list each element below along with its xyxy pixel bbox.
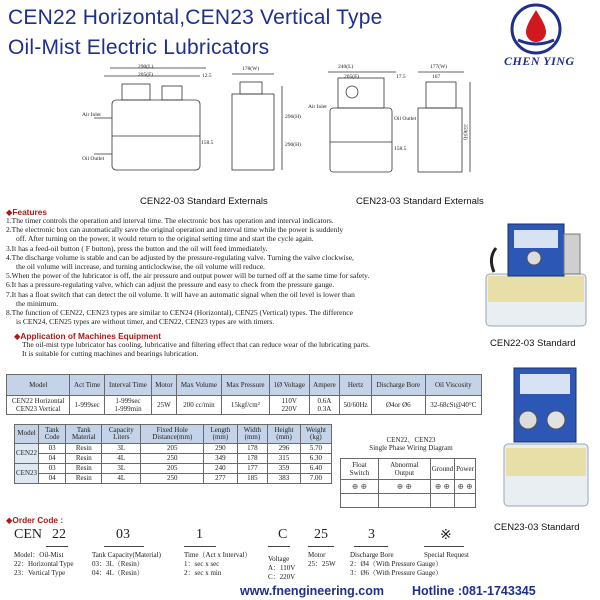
spec-header-cell: Max Pressure [222, 375, 270, 396]
order-group-label: Model：Oil-Mist [14, 551, 64, 559]
code-underline [104, 546, 144, 547]
wiring-header-cell: Float Switch [341, 459, 379, 480]
spec-cell: 32-68cSt@40°C [425, 396, 481, 415]
tank-cell: 3L [102, 444, 141, 454]
tank-cell: 383 [268, 474, 301, 484]
tank-model-cell: CEN22 [15, 444, 39, 464]
terminal-cell [341, 494, 379, 508]
code-voltage: C [278, 527, 288, 542]
tank-cell: 04 [39, 454, 66, 464]
tank-cell: 349 [204, 454, 237, 464]
code-time: 1 [196, 527, 203, 542]
order-option: 2：sec x min [184, 569, 222, 577]
spec-cell: 50/60Hz [340, 396, 372, 415]
caption-cen23-photo: CEN23-03 Standard [494, 522, 580, 533]
feature-line: is CEN24, CEN25 types are without timer, and CEN22, CEN23 types are with timers. [16, 317, 275, 327]
code-underline [268, 546, 290, 547]
tank-header-cell: Tank Code [39, 425, 66, 444]
spec-cell: 15kgf/cm² [222, 396, 270, 415]
order-group-model [14, 551, 73, 578]
tank-cell: 6.40 [300, 464, 331, 474]
code-special: ※ [440, 528, 452, 543]
cen23-drawing [308, 64, 478, 194]
tank-cell: 03 [39, 444, 66, 454]
order-group-time [184, 551, 251, 578]
spec-header-cell: Model [7, 375, 70, 396]
order-option: 2：Ø4（With Pressure Gauge） [350, 560, 443, 568]
order-option: 1：sec x sec [184, 560, 220, 568]
feature-line: 7.It has a float switch that can detect the oil volume. It will have an automatic signal when the oil level is lower than [6, 289, 355, 299]
feature-line: the oil volume will increase, and turning anticlockwise, the oil volume will reduce. [16, 262, 265, 272]
application-text [22, 340, 482, 358]
spec-header-cell: Hertz [340, 375, 372, 396]
tank-cell: 277 [204, 474, 237, 484]
spec-cell: 1-999sec [70, 396, 104, 415]
wiring-header-cell: Abnormal Output [378, 459, 430, 480]
table-row [15, 454, 332, 464]
tank-model-cell: CEN23 [15, 464, 39, 484]
tank-cell: 3L [102, 464, 141, 474]
tank-cell: 6.30 [300, 454, 331, 464]
tank-header-cell: Length (mm) [204, 425, 237, 444]
spec-cell: 1-999sec 1-999min [104, 396, 151, 415]
tank-cell: 4L [102, 474, 141, 484]
features-list [6, 216, 476, 326]
tank-cell: 178 [237, 454, 268, 464]
dim-height: 359(H) [462, 124, 468, 140]
tank-cell: 359 [268, 464, 301, 474]
code-underline [424, 546, 464, 547]
tank-header-cell: Height (mm) [268, 425, 301, 444]
feature-line: 4.The discharge volume is stable and can be adjusted by the pressure-regulating valve. Turning the valve clockwise, [6, 252, 354, 262]
tank-cell: Resin [66, 454, 102, 464]
terminal-cell [378, 494, 430, 508]
order-option: 03：3L（Resin） [92, 560, 144, 568]
tank-header-cell: Tank Material [66, 425, 102, 444]
order-group-label: Discharge Bore [350, 551, 394, 559]
tank-cell: 7.00 [300, 474, 331, 484]
order-group-label: Voltage [268, 555, 290, 563]
terminal-icon: ⊕ [466, 481, 473, 491]
tank-cell: 03 [39, 464, 66, 474]
tank-cell: 205 [141, 444, 204, 454]
code-underline [308, 546, 334, 547]
feature-line: off. After turning on the power, it would return to the original setting time and start the cycle again. [16, 234, 314, 244]
order-code-heading: ◆Order Code : [6, 515, 64, 525]
terminal-cell [341, 480, 379, 494]
chen-ying-logo [506, 2, 566, 58]
spec-cell: 110V 220V [269, 396, 309, 415]
table-row [15, 444, 332, 454]
spec-cell: Ø4or Ø6 [372, 396, 425, 415]
tank-header-cell: Weight (kg) [300, 425, 331, 444]
spec-header-cell: Interval Time [104, 375, 151, 396]
tank-cell: 296 [268, 444, 301, 454]
terminal-icon: ⊕ [457, 481, 465, 491]
spec-header-cell: 1Ø Voltage [269, 375, 309, 396]
terminal-icon: ⊕ [405, 481, 413, 491]
dim-fixed: 205(F) [138, 72, 153, 78]
tank-header-cell: Width (mm) [237, 425, 268, 444]
cen22-drawing [82, 64, 300, 194]
order-option: 23：Vertical Type [14, 569, 66, 577]
tank-cell: 178 [237, 444, 268, 454]
order-option: 3：Ø6（With Pressure Gauge） [350, 569, 443, 577]
page-title-line1: CEN22 Horizontal,CEN23 Vertical Type [8, 6, 383, 29]
wiring-title1: CEN22、CEN23 [386, 436, 436, 444]
tank-header-cell: Capacity Liters [102, 425, 141, 444]
code-underline [354, 546, 388, 547]
feature-line: 8.The function of CEN22, CEN23 types are similar to CEN24 (Horizontal), CEN25 (Vertical) types. The difference [6, 308, 353, 318]
terminal-cell [430, 480, 454, 494]
dim-height: 296(H) [285, 114, 301, 120]
caption-cen22-externals: CEN22-03 Standard Externals [140, 196, 268, 207]
tank-cell: Resin [66, 444, 102, 454]
order-group-tank [92, 551, 161, 578]
feature-line: 5.When the power of the lubricator is off, the air pressure and output power will be turned off at the same time for safety. [6, 271, 370, 281]
code-underline [184, 546, 216, 547]
spec-cell: 25W [152, 396, 177, 415]
spec-cell: 200 cc/min [176, 396, 221, 415]
spec-header-cell: Discharge Bore [372, 375, 425, 396]
feature-line: the minimum. [16, 298, 59, 308]
label-air-inlet: Air Inlet [82, 112, 101, 118]
label-oil-outlet: Oil Outlet [394, 116, 417, 122]
order-option: C：220V [268, 573, 296, 581]
order-group-special [424, 551, 469, 560]
tank-cell: 250 [141, 474, 204, 484]
code-tank: 03 [116, 527, 130, 542]
cen23-photo [498, 360, 594, 514]
terminal-cell [455, 480, 476, 494]
logo-text: CHEN YING [504, 54, 575, 68]
dim-offset: 12.5 [202, 73, 212, 79]
footer-website[interactable]: www.fnengineering.com [240, 584, 384, 598]
wiring-table [340, 458, 476, 508]
wiring-header-cell: Power [455, 459, 476, 480]
order-group-label: Motor [308, 551, 326, 559]
caption-cen22-photo: CEN22-03 Standard [490, 338, 576, 349]
feature-line: 6.It has a pressure-regulating valve, which can adjust the pressure and easy to check from the pressure gauge. [6, 280, 335, 290]
code-bore: 3 [368, 527, 375, 542]
application-line: The oil-mist type lubricator has cooling, lubricative and filtering effect that can reduce wear of the lubricating parts. [22, 340, 370, 349]
spec-header-cell: Act Time [70, 375, 104, 396]
order-group-motor [308, 551, 336, 569]
tank-cell: 177 [237, 464, 268, 474]
spec-cell: 0.6A 0.3A [309, 396, 339, 415]
code-model: CEN [14, 527, 42, 542]
spec-cell: CEN22 Horizontal CEN23 Vertical [7, 396, 70, 415]
wiring-title2: Single Phase Wiring Diagram [369, 444, 453, 452]
application-heading: ◆Application of Machines Equipment [14, 331, 161, 341]
order-group-label: Special Request [424, 551, 469, 559]
order-option: 22：Horizontal Type [14, 560, 74, 568]
table-row [15, 474, 332, 484]
dim-height-alt: 290(H) [285, 142, 301, 148]
tank-cell: 5.70 [300, 444, 331, 454]
tank-cell: Resin [66, 464, 102, 474]
dim-length: 290(L) [138, 64, 154, 70]
application-line: It is suitable for cutting machines and bearings lubrication. [22, 349, 199, 359]
caption-cen23-externals: CEN23-03 Standard Externals [356, 196, 484, 207]
label-oil-outlet: Oil Outlet [82, 156, 105, 162]
code-type: 22 [52, 527, 66, 542]
terminal-icon: ⊕ [396, 481, 404, 491]
dim-167: 167 [432, 74, 441, 80]
wiring-header-cell: Ground [430, 459, 454, 480]
terminal-icon: ⊕ [443, 481, 451, 491]
terminal-cell [378, 480, 430, 494]
dim-mount: 158.5 [201, 140, 214, 146]
order-group-voltage [268, 555, 295, 582]
table-row [15, 464, 332, 474]
footer-hotline: Hotline :081-1743345 [412, 584, 536, 598]
spec-header-cell: Oil Viscosity [425, 375, 481, 396]
dim-offset: 17.5 [396, 74, 406, 80]
tank-cell: 250 [141, 454, 204, 464]
feature-line: 2.The electronic box can automatically save the original operation and interval time while the power is suddenly [6, 225, 344, 235]
tank-header-cell: Fixed Hole Distance(mm) [141, 425, 204, 444]
spec-header-cell: Ampere [309, 375, 339, 396]
code-underline [46, 546, 68, 547]
dim-width: 177(W) [430, 64, 448, 70]
feature-line: 1.The timer controls the operation and interval time. The electronic box has operation and interval indicators. [6, 216, 334, 225]
features-heading: ◆Features [6, 207, 47, 217]
order-option: A：110V [268, 564, 296, 572]
order-group-label: Time（Act x Interval） [184, 551, 252, 559]
tank-cell: 240 [204, 464, 237, 474]
tank-cell: Resin [66, 474, 102, 484]
terminal-icon: ⊕ [351, 481, 359, 491]
tank-cell: 315 [268, 454, 301, 464]
dim-length: 240(L) [338, 64, 354, 70]
logo-emblem-icon [506, 2, 566, 58]
terminal-icon: ⊕ [434, 481, 442, 491]
cen22-photo [482, 214, 594, 334]
tank-header-cell: Model [15, 425, 39, 444]
dim-mount: 158.5 [394, 146, 407, 152]
terminal-cell [430, 494, 454, 508]
tank-cell: 04 [39, 474, 66, 484]
tank-cell: 4L [102, 454, 141, 464]
tank-cell: 290 [204, 444, 237, 454]
tank-table [14, 424, 332, 484]
spec-header-cell: Max Volume [176, 375, 221, 396]
spec-table [6, 374, 482, 415]
terminal-icon: ⊕ [360, 481, 368, 491]
feature-line: 3.It has a feed-oil button ( F button), press the button and the oil will feed immediately. [6, 243, 268, 253]
spec-header-cell: Motor [152, 375, 177, 396]
tank-cell: 205 [141, 464, 204, 474]
label-air-inlet: Air Inlet [308, 104, 327, 110]
order-option: 04：4L（Resin） [92, 569, 144, 577]
terminal-cell [455, 494, 476, 508]
code-motor: 25 [314, 527, 328, 542]
order-group-label: Tank Capacity(Material) [92, 551, 161, 559]
order-option: 25：25W [308, 560, 336, 568]
page-title-line2: Oil-Mist Electric Lubricators [8, 36, 270, 59]
dim-width: 178(W) [242, 66, 260, 72]
tank-cell: 185 [237, 474, 268, 484]
dim-fixed: 205(F) [344, 74, 359, 80]
